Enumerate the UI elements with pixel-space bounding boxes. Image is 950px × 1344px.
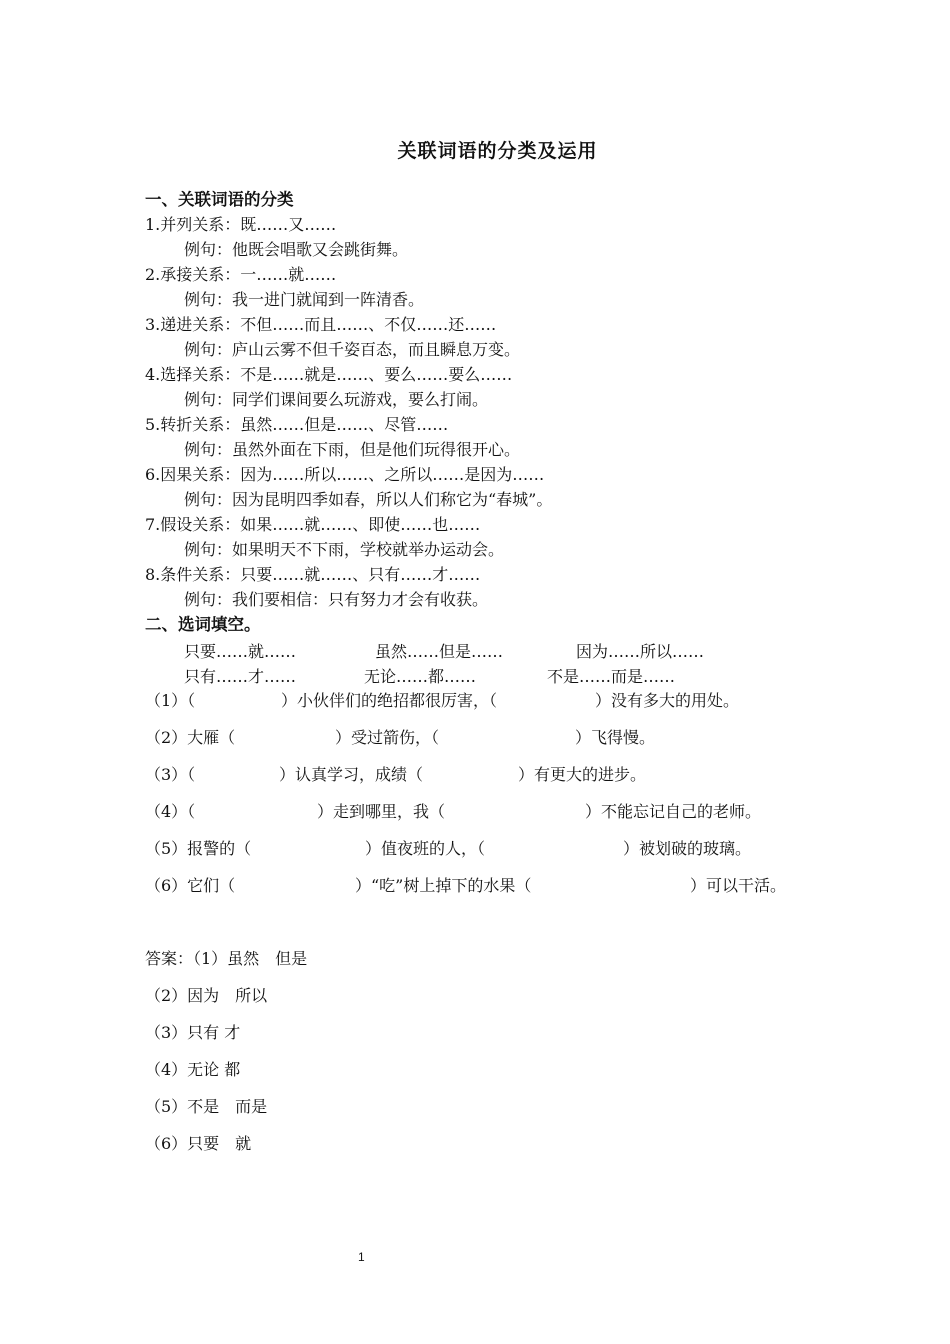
question-text: ）没有多大的用处。: [595, 691, 740, 710]
answer-line: 答案：（1）虽然 但是: [145, 949, 308, 968]
relation-example: 例句：虽然外面在下雨，但是他们玩得很开心。: [184, 440, 521, 459]
question-text: ）有更大的进步。: [518, 765, 647, 784]
question-text: ）受过箭伤，（: [335, 728, 440, 747]
question-text: （3）（: [145, 765, 196, 784]
relation-example: 例句：同学们课间要么玩游戏，要么打闹。: [184, 390, 489, 409]
page-number: 1: [358, 1250, 365, 1264]
relation-example: 例句：我们要相信：只有努力才会有收获。: [184, 590, 489, 609]
answer-line: （3）只有 才: [145, 1023, 241, 1042]
answer-line: （5）不是 而是: [145, 1097, 268, 1116]
question-text: （4）（: [145, 802, 196, 821]
relation-label: 4.选择关系：不是……就是……、要么……要么……: [145, 365, 513, 384]
relation-label: 1.并列关系：既……又……: [145, 215, 337, 234]
question-text: ）小伙伴们的绝招都很厉害，（: [281, 691, 498, 710]
relation-example: 例句：因为昆明四季如春，所以人们称它为“春城”。: [184, 490, 553, 509]
question-text: ）“吃”树上掉下的水果（: [355, 876, 532, 895]
option-word-pair: 只要……就……: [184, 642, 297, 661]
page-title: 关联词语的分类及运用: [397, 140, 598, 162]
question-text: ）认真学习，成绩（: [279, 765, 424, 784]
relation-label: 2.承接关系：一……就……: [145, 265, 337, 284]
answer-line: （2）因为 所以: [145, 986, 268, 1005]
relation-label: 5.转折关系：虽然……但是……、尽管……: [145, 415, 449, 434]
relation-example: 例句：他既会唱歌又会跳街舞。: [184, 240, 409, 259]
question-text: ）飞得慢。: [575, 728, 656, 747]
question-text: ）值夜班的人，（: [365, 839, 486, 858]
question-text: ）不能忘记自己的老师。: [585, 802, 762, 821]
question-text: ）被划破的玻璃。: [623, 839, 752, 858]
option-word-pair: 无论……都……: [364, 667, 477, 686]
option-word-pair: 虽然……但是……: [375, 642, 504, 661]
question-text: ）走到哪里，我（: [317, 802, 446, 821]
answer-line: （6）只要 就: [145, 1134, 252, 1153]
relation-label: 6.因果关系：因为……所以……、之所以……是因为……: [145, 465, 545, 484]
answer-line: （4）无论 都: [145, 1060, 241, 1079]
section1-heading: 一、关联词语的分类: [145, 190, 294, 209]
relation-example: 例句：如果明天不下雨，学校就举办运动会。: [184, 540, 505, 559]
option-word-pair: 不是……而是……: [547, 667, 676, 686]
relation-example: 例句：我一进门就闻到一阵清香。: [184, 290, 425, 309]
option-word-pair: 因为……所以……: [576, 642, 705, 661]
section2-heading: 二、选词填空。: [145, 615, 261, 634]
question-text: （6）它们（: [145, 876, 236, 895]
relation-label: 8.条件关系：只要……就……、只有……才……: [145, 565, 481, 584]
question-text: ）可以干活。: [690, 876, 787, 895]
relation-example: 例句：庐山云雾不但千姿百态，而且瞬息万变。: [184, 340, 521, 359]
question-text: （1）（: [145, 691, 196, 710]
relation-label: 3.递进关系：不但……而且……、不仅……还……: [145, 315, 497, 334]
option-word-pair: 只有……才……: [184, 667, 297, 686]
question-text: （5）报警的（: [145, 839, 252, 858]
question-text: （2）大雁（: [145, 728, 236, 747]
relation-label: 7.假设关系：如果……就……、即使……也……: [145, 515, 481, 534]
